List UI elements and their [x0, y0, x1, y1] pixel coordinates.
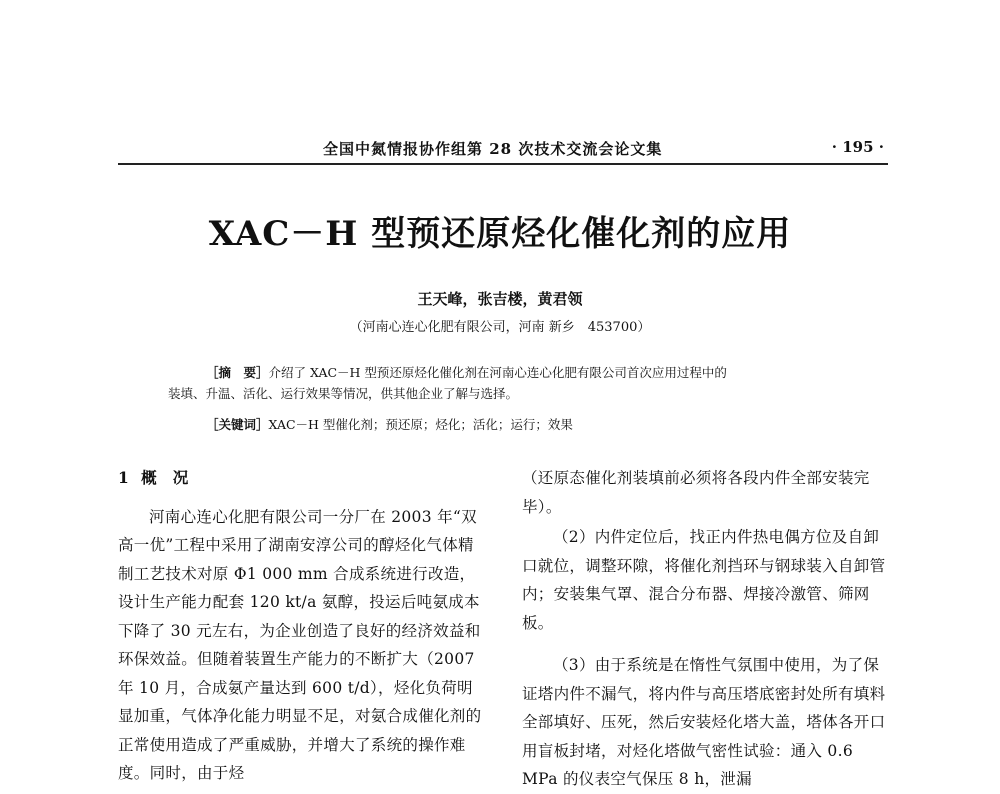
affiliation: （河南心连心化肥有限公司，河南 新乡 453700）	[349, 320, 651, 335]
authors: 王天峰，张吉楼，黄君领	[417, 290, 583, 308]
list-item-2: （2）内件定位后，找正内件热电偶方位及自卸口就位，调整环隙，将催化剂挡环与钢球装入自卸管内；安装集气罩、混合分布器、焊接冷激管、筛网板。	[522, 528, 886, 632]
section-number: 1	[118, 468, 130, 487]
section-title: 概 况	[141, 468, 189, 487]
page-number: · 195 ·	[831, 138, 884, 156]
list-item-3: （3）由于系统是在惰性气氛围中使用，为了保证塔内件不漏气，将内件与高压塔底密封处所有填料全部填好、压死，然后安装烃化塔大盖，塔体各开口用盲板封堵，对烃化塔做气密性试验：通入 0.6 MPa 的仪表空气保压 8 h，泄漏	[522, 656, 886, 788]
keywords	[206, 414, 846, 435]
abstract	[168, 362, 848, 404]
abstract-label: ［摘 要］	[206, 365, 269, 380]
keywords-label: ［关键词］	[206, 417, 269, 432]
intro-paragraph: 河南心连心化肥有限公司一分厂在 2003 年“双高一优”工程中采用了湖南安淳公司的醇烃化气体精制工艺技术对原 Φ1 000 mm 合成系统进行改造，设计生产能力配套 120 kt/a 氨醇，投运后吨氨成本下降了 30 元左右，为企业创造了良好的经济效益和环保效益。但随着装置生产能力的不断扩大（2007 年 10 月，合成氨产量达到 600 t/d），烃化负荷明显加重，气体净化能力明显不足，对氨合成催化剂的正常使用造成了严重威胁，并增大了系统的操作难度。同时，由于烃	[118, 507, 482, 782]
abstract-text-line2: 装填、升温、活化、运行效果等情况，供其他企业了解与选择。	[168, 386, 519, 401]
running-header	[118, 138, 888, 164]
continued-paragraph: （还原态催化剂装填前必须将各段内件全部安装完毕）。	[522, 469, 870, 516]
keywords-text: XAC－H 型催化剂；预还原；烃化；活化；运行；效果	[268, 417, 573, 432]
journal-title: 全国中氮情报协作组第 28 次技术交流会论文集	[323, 140, 663, 158]
abstract-text-line1: 介绍了 XAC－H 型预还原烃化催化剂在河南心连心化肥有限公司首次应用过程中的	[268, 365, 727, 380]
left-column	[118, 464, 488, 788]
paper-title: XAC－H 型预还原烃化催化剂的应用	[208, 214, 792, 254]
right-column	[522, 464, 892, 794]
section-heading	[118, 464, 488, 493]
header-rule	[118, 163, 888, 165]
